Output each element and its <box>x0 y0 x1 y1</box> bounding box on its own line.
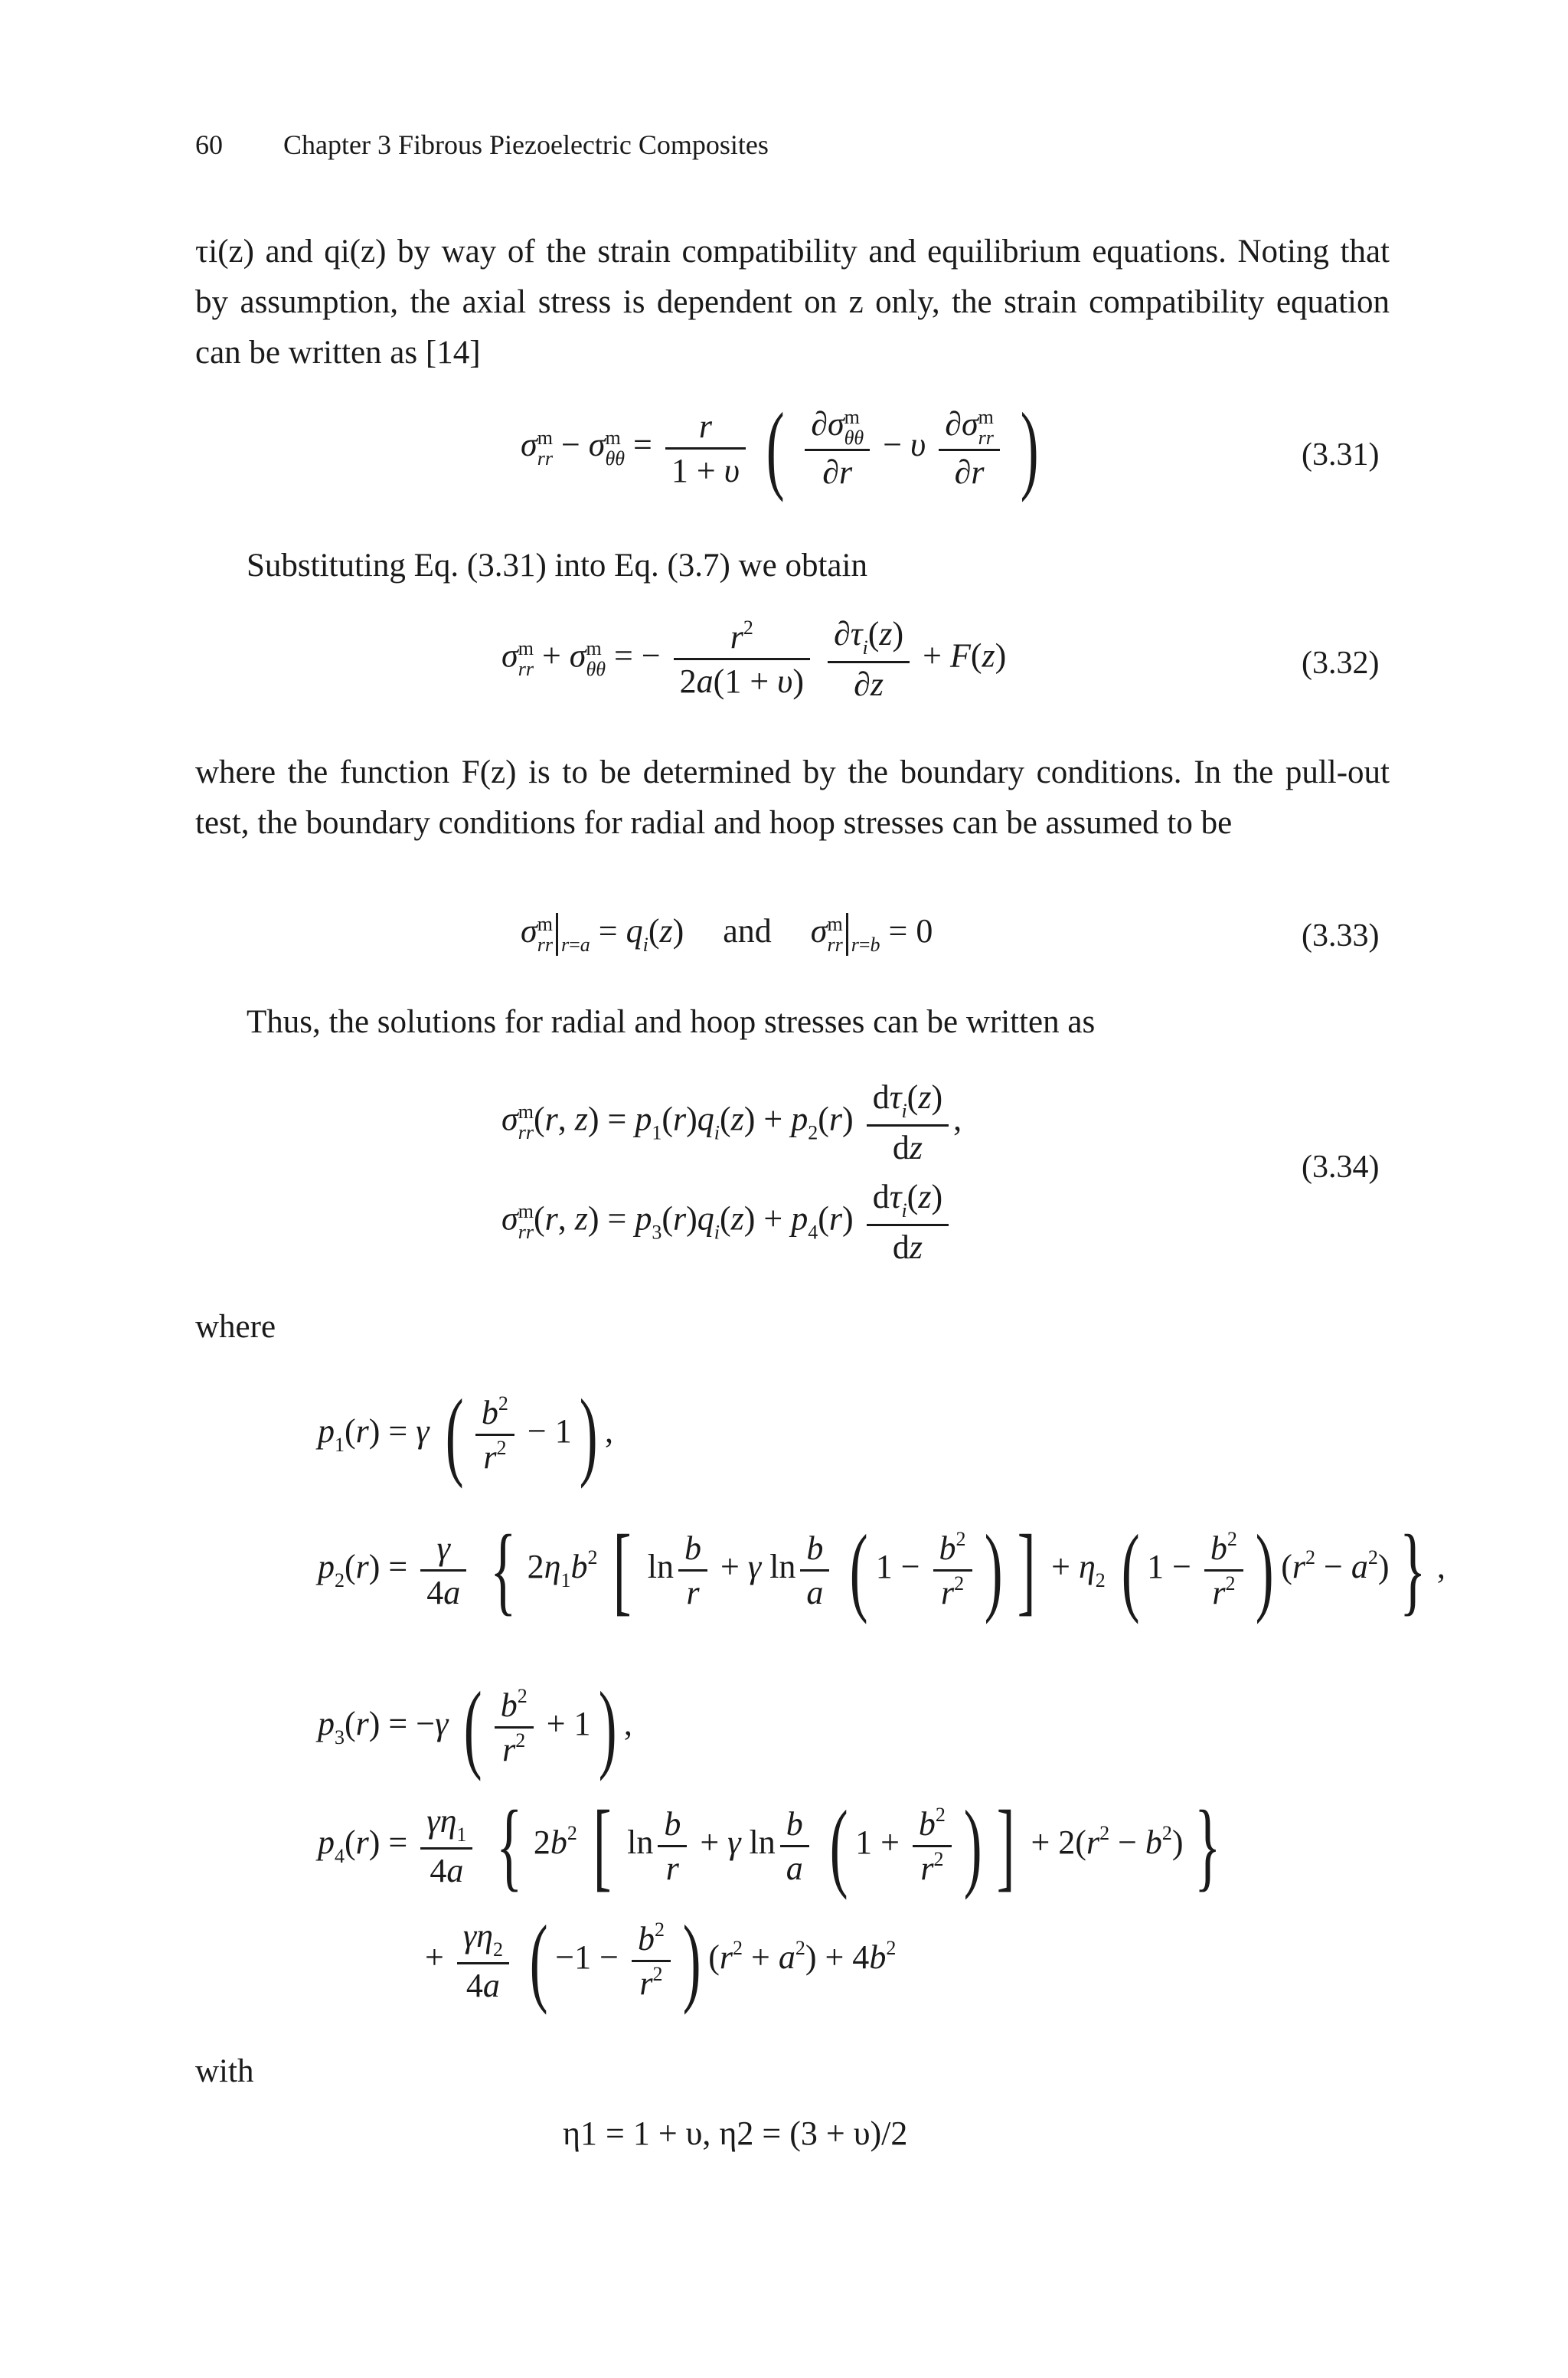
equation-3-31: σ m rr − σ m θθ = $\frac{r}{1 + \upsilon}$ ( ∂σ m θθ ∂r − υ ∂σ m rr ∂r ) <box>521 393 1039 503</box>
equation-3-32: σ m rr + σ m θθ = − $\frac{r^2}{2a(1 + \upsilon)}$ $\frac{\partial\tau_i(z)}{\partial z}$ + F(z) <box>501 613 1006 705</box>
equation-3-33: σ m rr $_{r=a} = q_i(z)$ and σ m rr $_{r=b}$ = 0 <box>521 912 933 956</box>
equation-number-3-34: (3.34) <box>1302 1150 1380 1185</box>
equation-p3: $p_3(r) = -\gamma$ ( $\frac{b^2}{r^2}$ + 1) , <box>318 1672 632 1782</box>
paragraph-5: where <box>195 1309 276 1345</box>
running-head: Chapter 3 Fibrous Piezoelectric Composites <box>283 129 769 160</box>
equation-3-34-line-1: σ m rr (r, $z) = p_1(r)q_i(z) + p_2(r)$ $\frac{d\tau_i(z)}{dz}$ , <box>501 1076 962 1169</box>
equation-3-34-line-2: σ m rr (r, $z) = p_3(r)q_i(z) + p_4(r)$ $\frac{d\tau_i(z)}{dz}$ <box>501 1176 953 1268</box>
paragraph-1: τi(z) and qi(z) by way of the strain compatibility and equilibrium equations. Noting that by assumption, the axial stress is dependent on z only, the strain compatibility equation can be written as [14] <box>195 234 1390 371</box>
paragraph-4: Thus, the solutions for radial and hoop stresses can be written as <box>247 1004 1096 1040</box>
paragraph-6: with <box>195 2053 254 2089</box>
equation-number-3-32: (3.32) <box>1302 646 1380 681</box>
equation-number-3-33: (3.33) <box>1302 918 1380 953</box>
paragraph-2: Substituting Eq. (3.31) into Eq. (3.7) we obtain <box>247 548 867 584</box>
and-word: and <box>723 912 772 950</box>
page-header <box>195 129 769 161</box>
equation-p2: $p_2(r)$ = $\frac{\gamma}{4a}$ { $2\eta_1b^2$ [ ln $\frac{b}{r}$ + γ ln $\frac{b}{a}$ ( 1 − $\frac{b^2}{r^2}$ ) ] + $\eta_2$ ( 1 − $\frac{b^2}{r^2}$ ) $(r^2 - a^2)$ } , <box>318 1515 1446 1625</box>
equation-p1: $p_1(r) = \gamma$ ( $\frac{b^2}{r^2}$ − 1) , <box>318 1379 614 1490</box>
equation-number-3-31: (3.31) <box>1302 437 1380 473</box>
page-number: 60 <box>195 129 223 160</box>
paragraph-3: where the function F(z) is to be determined by the boundary conditions. In the pull-out test, the boundary conditions for radial and hoop stresses can be assumed to be <box>195 754 1390 841</box>
equation-p4-line-2: + $\frac{\gamma\eta_2}{4a}$ ( −1 − $\frac{b^2}{r^2}$ ) $(r^2 + a^2) + 4b^2$ <box>425 1905 897 2016</box>
equation-p4-line-1: $p_4(r)$ = $\frac{\gamma\eta_1}{4a}$ { $2b^2$ [ ln $\frac{b}{r}$ + γ ln $\frac{b}{a}$ ( 1 + $\frac{b^2}{r^2}$ ) ] + $2(r^2 - b^2)$ } <box>318 1791 1220 1901</box>
equation-eta: η1 = 1 + υ, η2 = (3 + υ)/2 <box>563 2115 908 2152</box>
